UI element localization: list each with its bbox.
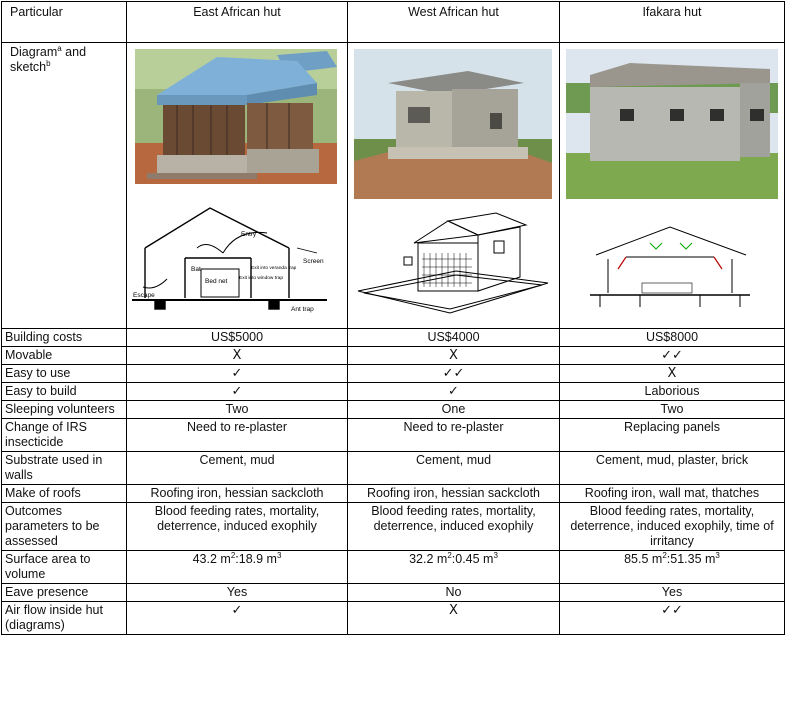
east-sketch-label-bednet: Bed net [205,278,228,285]
table-row [2,485,785,503]
east-sketch-label-ceiling: Bat [191,266,201,273]
table-row [2,551,785,584]
table-row [2,383,785,401]
cell-west: US$4000 [348,329,560,347]
hut-comparison-table [1,1,785,635]
east-sketch-label-escape: Escape [133,292,155,299]
cell-ifakara: Roofing iron, wall mat, thatches [560,485,785,503]
cell-east: US$5000 [127,329,348,347]
table-row [2,329,785,347]
table-row [2,419,785,452]
cell-west: ✓ [348,383,560,401]
ifakara-hut-diagram-cell [560,43,785,329]
east-african-hut-photo [127,43,348,326]
row-label: Easy to build [2,383,127,401]
squared-sup: 2 [447,550,452,560]
sketch-label-text: and sketch [10,45,87,74]
diagram-footnote-a: a [57,43,62,53]
ifakara-hut-photo [560,43,785,326]
table-row [2,347,785,365]
cell-west: ✓✓ [348,365,560,383]
cell-east: Blood feeding rates, mortality, deterrence, induced exophily [127,503,348,551]
cell-west: X [348,347,560,365]
ifakara-volume-value: :51.35 m [666,552,716,566]
ifakara-area-value: 85.5 m [624,552,663,566]
cell-ifakara: Laborious [560,383,785,401]
cell-ifakara: Two [560,401,785,419]
cell-east: X [127,347,348,365]
cell-east [127,551,348,584]
cubed-sup: 3 [715,550,720,560]
cell-ifakara: Blood feeding rates, mortality, deterrence, induced exophily, time of irritancy [560,503,785,551]
east-area-value: 43.2 m [192,552,231,566]
cell-ifakara [560,551,785,584]
east-african-hut-sketch [132,208,327,309]
row-label: Substrate used in walls [2,452,127,485]
diagram-label-text: Diagram [10,45,58,59]
row-label: Surface area to volume [2,551,127,584]
east-sketch-label-veranda-trap: Exit into veranda trap [251,266,297,271]
header-ifakara-hut: Ifakara hut [560,2,785,43]
ifakara-hut-sketch [590,227,750,307]
east-sketch-label-entry: Entry [241,231,257,238]
east-sketch-label-ant-trap: Ant trap [291,306,314,313]
cell-ifakara: Yes [560,584,785,602]
cell-east: Yes [127,584,348,602]
cell-east: ✓ [127,383,348,401]
cell-west: No [348,584,560,602]
row-label: Building costs [2,329,127,347]
cell-west: Blood feeding rates, mortality, deterrence, induced exophily [348,503,560,551]
table-row [2,503,785,551]
cell-ifakara: Cement, mud, plaster, brick [560,452,785,485]
west-african-hut-sketch [358,213,548,313]
row-label: Outcomes parameters to be assessed [2,503,127,551]
cell-east: ✓ [127,602,348,635]
table-row [2,401,785,419]
cell-ifakara: ✓✓ [560,347,785,365]
header-particular: Particular [2,2,127,43]
cell-east: Cement, mud [127,452,348,485]
header-row [2,2,785,43]
east-volume-value: :18.9 m [235,552,277,566]
diagram-row-label [2,43,127,329]
cell-ifakara: Replacing panels [560,419,785,452]
cell-west: X [348,602,560,635]
cell-west [348,551,560,584]
table-row [2,365,785,383]
east-sketch-label-window-trap: Exit into window trap [239,276,283,281]
header-west-african-hut: West African hut [348,2,560,43]
row-label: Make of roofs [2,485,127,503]
cell-ifakara: ✓✓ [560,602,785,635]
cell-west: One [348,401,560,419]
header-east-african-hut: East African hut [127,2,348,43]
west-volume-value: :0.45 m [451,552,494,566]
west-area-value: 32.2 m [409,552,448,566]
table-row [2,602,785,635]
cell-ifakara: X [560,365,785,383]
diagram-footnote-b: b [46,58,51,68]
cubed-sup: 3 [276,550,282,560]
west-african-hut-diagram-cell [348,43,560,329]
squared-sup: 2 [662,550,667,560]
west-african-hut-photo [348,43,560,326]
cell-west: Need to re-plaster [348,419,560,452]
table-row [2,584,785,602]
row-label: Easy to use [2,365,127,383]
cell-west: Cement, mud [348,452,560,485]
cell-east: Need to re-plaster [127,419,348,452]
table-row [2,452,785,485]
cell-east: ✓ [127,365,348,383]
east-sketch-label-screen: Screen [303,258,324,265]
row-label: Sleeping volunteers [2,401,127,419]
row-label: Movable [2,347,127,365]
row-label: Change of IRS insecticide [2,419,127,452]
cell-east: Roofing iron, hessian sackcloth [127,485,348,503]
diagram-row [2,43,785,329]
squared-sup: 2 [230,550,236,560]
cubed-sup: 3 [493,550,498,560]
cell-east: Two [127,401,348,419]
east-african-hut-diagram-cell [127,43,348,329]
cell-west: Roofing iron, hessian sackcloth [348,485,560,503]
row-label: Air flow inside hut (diagrams) [2,602,127,635]
row-label: Eave presence [2,584,127,602]
cell-ifakara: US$8000 [560,329,785,347]
